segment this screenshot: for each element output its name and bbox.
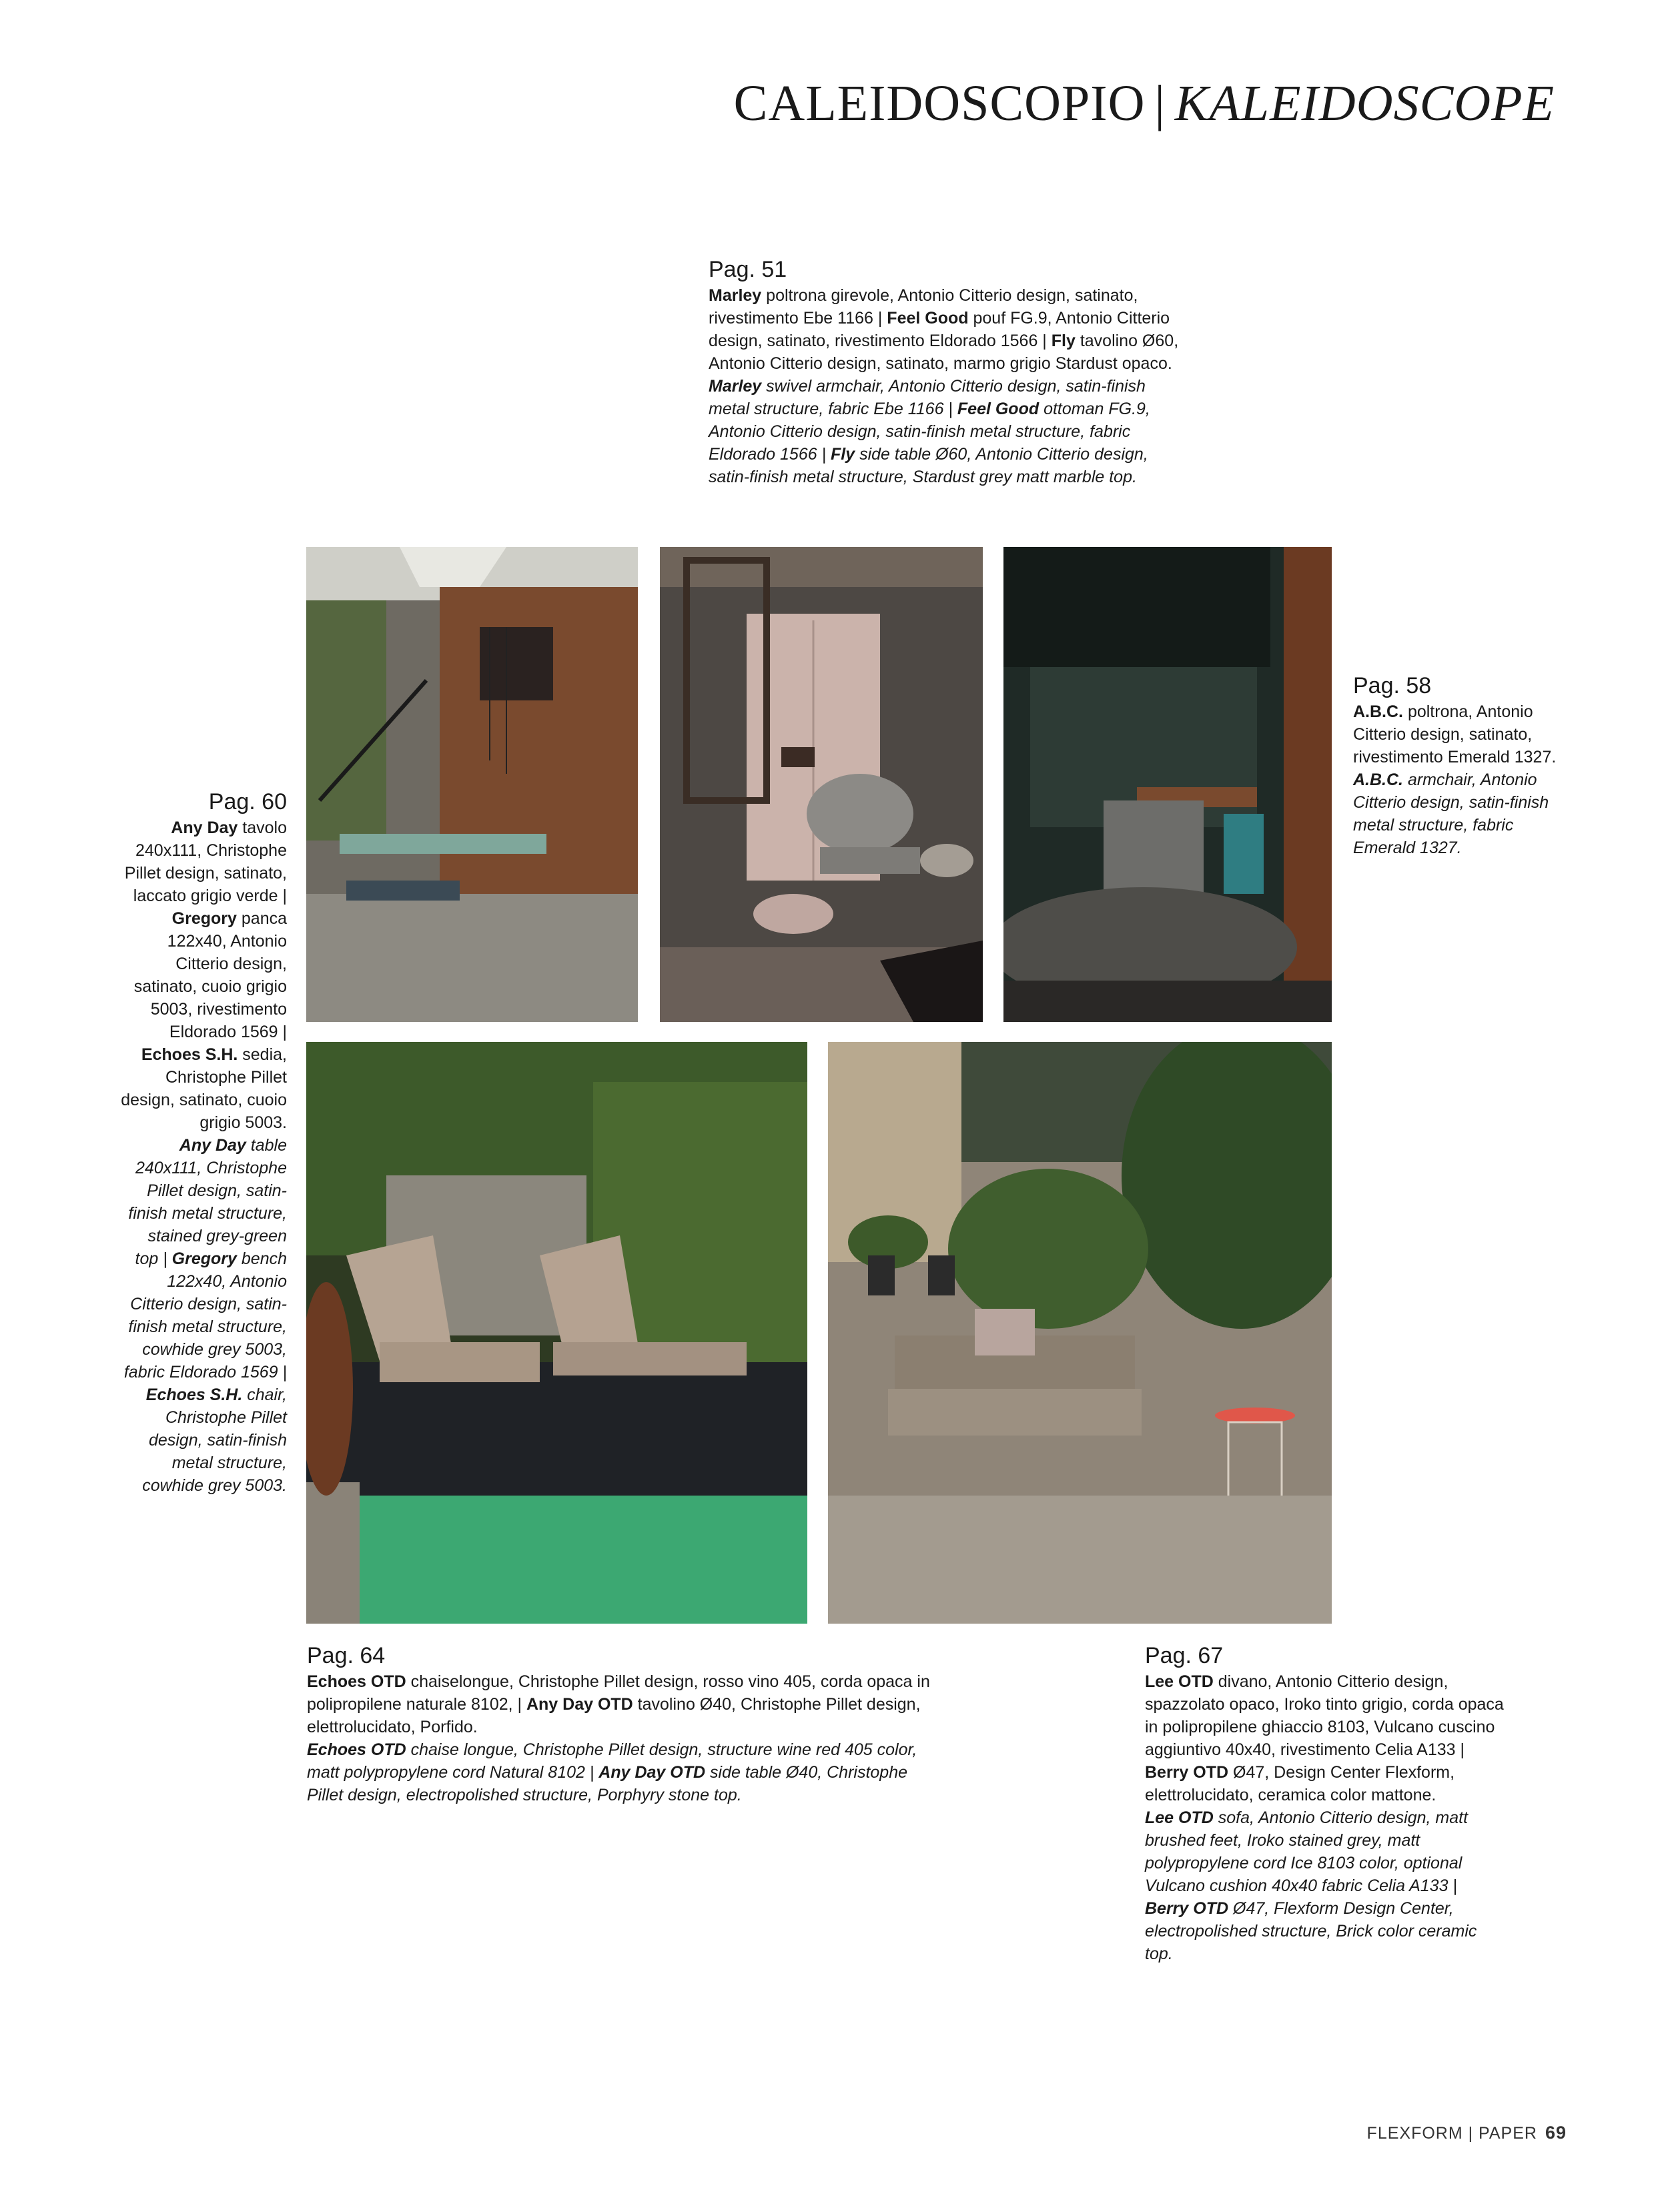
product-description: chaise longue, Christophe Pillet design, structure wine red 405 color, matt polypropylene cord Natural 8102 |	[307, 1740, 917, 1782]
footer-brand: FLEXFORM | PAPER	[1366, 2124, 1537, 2143]
header-title-en: KALEIDOSCOPE	[1174, 75, 1555, 131]
caption-pag-67	[1145, 1641, 1505, 1965]
caption-text-it	[1145, 1670, 1505, 1806]
product-description: table 240x111, Christophe Pillet design, satin-finish metal structure, stained grey-green top |	[128, 1136, 287, 1268]
caption-text-en	[120, 1134, 287, 1497]
page-number: 69	[1545, 2123, 1567, 2143]
product-description: tavolo 240x111, Christophe Pillet design, satinato, laccato grigio verde |	[124, 818, 287, 905]
product-name: Berry OTD	[1145, 1763, 1229, 1782]
product-description: armchair, Antonio Citterio design, satin-finish metal structure, fabric Emerald 1327.	[1353, 770, 1549, 857]
product-description: chair, Christophe Pillet design, satin-finish metal structure, cowhide grey 5003.	[142, 1386, 287, 1495]
caption-page-ref: Pag. 67	[1145, 1643, 1224, 1668]
product-name: Echoes OTD	[307, 1672, 406, 1691]
caption-page-ref: Pag. 51	[709, 257, 787, 282]
caption-text-en	[1353, 768, 1560, 859]
caption-pag-58	[1353, 671, 1560, 859]
product-description: Ø47, Flexform Design Center, electropolished structure, Brick color ceramic top.	[1145, 1899, 1477, 1963]
product-name: Feel Good	[957, 400, 1039, 418]
product-description: divano, Antonio Citterio design, spazzolato opaco, Iroko tinto grigio, corda opaca in polipropilene ghiaccio 8103, Vulcano cuscino aggiuntivo 40x40, rivestimento Celia A133 |	[1145, 1672, 1504, 1759]
product-name: Gregory	[171, 909, 237, 928]
caption-text-it	[307, 1670, 947, 1738]
caption-pag-64	[307, 1641, 947, 1806]
product-description: panca 122x40, Antonio Citterio design, satinato, cuoio grigio 5003, rivestimento Eldorado 1569 |	[133, 909, 287, 1041]
product-description: side table Ø60, Antonio Citterio design, satin-finish metal structure, Stardust grey matt marble top.	[709, 445, 1148, 486]
product-name: A.B.C.	[1353, 702, 1403, 721]
caption-page-ref: Pag. 58	[1353, 673, 1432, 698]
caption-page-ref: Pag. 64	[307, 1643, 386, 1668]
product-description: sedia, Christophe Pillet design, satinato, cuoio grigio 5003.	[121, 1045, 287, 1132]
product-name: Lee OTD	[1145, 1808, 1214, 1827]
product-description: ottoman FG.9, Antonio Citterio design, satin-finish metal structure, fabric Eldorado 1566 |	[709, 400, 1150, 464]
caption-text-it	[1353, 700, 1560, 768]
header-title-it: CALEIDOSCOPIO	[733, 75, 1146, 131]
photo-marley-armchair	[660, 547, 983, 1022]
product-description: Ø47, Design Center Flexform, elettrolucidato, ceramica color mattone.	[1145, 1763, 1455, 1804]
page-footer	[1367, 2123, 1567, 2143]
product-description: poltrona girevole, Antonio Citterio design, satinato, rivestimento Ebe 1166 |	[709, 286, 1138, 328]
product-description: chaiselongue, Christophe Pillet design, rosso vino 405, corda opaca in polipropilene naturale 8102, |	[307, 1672, 930, 1714]
caption-text-en	[307, 1738, 947, 1806]
caption-pag-51	[709, 255, 1189, 488]
page-header	[734, 75, 1555, 133]
product-name: Gregory	[171, 1249, 237, 1268]
product-description: side table Ø40, Christophe Pillet design, electropolished structure, Porphyry stone top.	[307, 1763, 908, 1804]
product-name: Fly	[831, 445, 855, 464]
caption-text-it	[120, 816, 287, 1134]
product-description: poltrona, Antonio Citterio design, satinato, rivestimento Emerald 1327.	[1353, 702, 1557, 766]
product-name: Marley	[709, 377, 762, 396]
photo-abc-armchair	[1003, 547, 1332, 1022]
product-description: swivel armchair, Antonio Citterio design, satin-finish metal structure, fabric Ebe 1166 |	[709, 377, 1146, 418]
header-separator: |	[1154, 75, 1166, 131]
product-name: Echoes OTD	[307, 1740, 406, 1759]
product-name: Lee OTD	[1145, 1672, 1214, 1691]
photo-echoes-poolside	[306, 1042, 807, 1624]
product-description: bench 122x40, Antonio Citterio design, satin-finish metal structure, cowhide grey 5003, fabric Eldorado 1569 |	[123, 1249, 287, 1381]
caption-text-en	[1145, 1806, 1505, 1965]
product-description: tavolino Ø60, Antonio Citterio design, satinato, marmo grigio Stardust opaco.	[709, 332, 1179, 373]
product-name: Fly	[1051, 332, 1076, 350]
product-description: pouf FG.9, Antonio Citterio design, satinato, rivestimento Eldorado 1566 |	[709, 309, 1170, 350]
product-name: Any Day OTD	[598, 1763, 706, 1782]
photo-loft-dining	[306, 547, 638, 1022]
caption-page-ref: Pag. 60	[208, 789, 287, 814]
product-name: Any Day	[171, 818, 238, 837]
product-name: Berry OTD	[1145, 1899, 1229, 1918]
product-name: Feel Good	[887, 309, 969, 328]
product-name: A.B.C.	[1353, 770, 1403, 789]
photo-lee-terrace	[828, 1042, 1332, 1624]
product-name: Any Day OTD	[526, 1695, 633, 1714]
caption-text-en	[709, 375, 1189, 488]
product-description: sofa, Antonio Citterio design, matt brushed feet, Iroko stained grey, matt polypropylene cord Ice 8103 color, optional Vulcano cushion 40x40 fabric Celia A133 |	[1145, 1808, 1469, 1895]
product-name: Echoes S.H.	[141, 1045, 238, 1064]
product-description: tavolino Ø40, Christophe Pillet design, elettrolucidato, Porfido.	[307, 1695, 921, 1736]
product-name: Any Day	[179, 1136, 246, 1155]
caption-pag-60	[120, 787, 287, 1497]
product-name: Marley	[709, 286, 762, 305]
product-name: Echoes S.H.	[145, 1386, 243, 1404]
caption-text-it	[709, 284, 1189, 375]
